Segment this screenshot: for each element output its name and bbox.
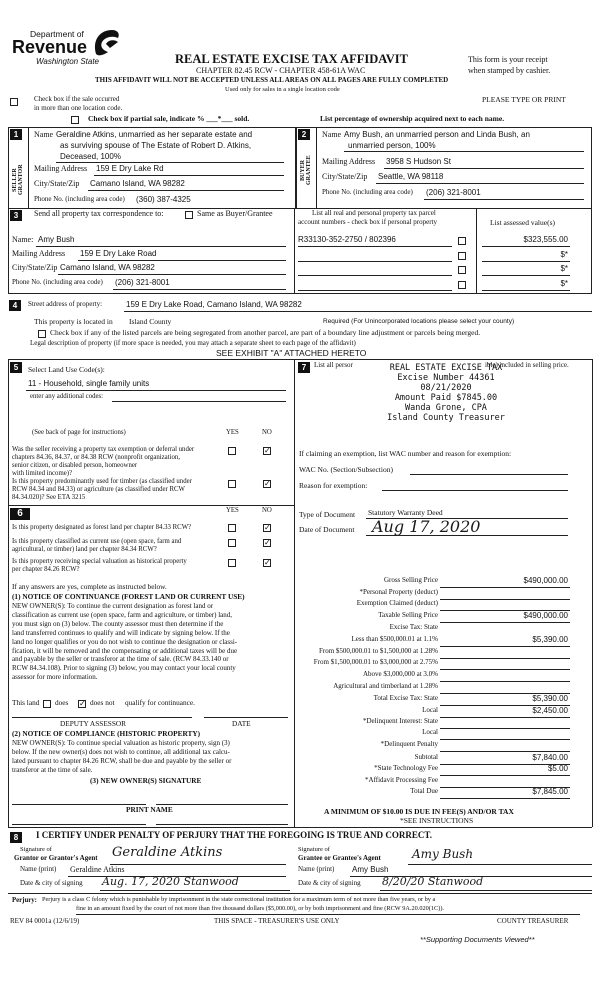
form-title: REAL ESTATE EXCISE TAX AFFIDAVIT (175, 52, 408, 66)
grantee-date-city[interactable]: 8/20/20 Stanwood (382, 875, 484, 888)
s6-q1-yes-checkbox[interactable] (228, 524, 236, 532)
county-treasurer: COUNTY TREASURER (497, 917, 569, 925)
legal-description[interactable]: SEE EXHIBIT "A" ATTACHED HERETO (216, 348, 367, 358)
underline (408, 864, 592, 865)
tax-row (296, 600, 576, 611)
reason-label: Reason for exemption: (299, 481, 368, 490)
text-line: per chapter 84.26 RCW? (12, 566, 80, 573)
tax-row-label: Local (422, 728, 438, 736)
partial-sale-checkbox[interactable] (71, 116, 79, 124)
personal-property-checkbox[interactable] (458, 237, 466, 245)
buyer-grantee-label: BUYER GRANTEE (300, 155, 312, 185)
text-line: lated pursuant to chapter 84.26 RCW, shall be due and payable by the seller or (12, 756, 232, 765)
tax-row-underline (440, 775, 570, 776)
section-number: 4 (9, 300, 21, 311)
treasurer-stamp (356, 363, 536, 423)
assessed-header: List assessed value(s) (490, 218, 555, 227)
divider (76, 914, 580, 915)
notice-1-title: (1) NOTICE OF CONTINUANCE (FOREST LAND OR CURRENT USE) (12, 592, 245, 601)
tax-row (296, 636, 576, 647)
text-line: land no longer qualifies or you do not wish to continue the designation or classi- (12, 637, 238, 646)
tax-row-label: Total Due (410, 787, 438, 795)
s5-q2-yes-checkbox[interactable] (228, 480, 236, 488)
text-line: and payable by the seller or transferor at the time of sale. (RCW 84.33.140 or (12, 655, 229, 664)
s5-q2-no-checkbox[interactable]: ✓ (264, 479, 271, 488)
stamp-line: Excise Number 44361 (397, 373, 495, 383)
tax-row-value[interactable]: $5,390.00 (532, 694, 568, 703)
tax-row-label: Exemption Claimed (deduct) (356, 599, 438, 607)
underline (384, 168, 584, 169)
deputy-assessor-label: DEPUTY ASSESSOR (60, 719, 127, 728)
underline (376, 183, 584, 184)
tax-row-underline (440, 751, 570, 752)
divider (8, 359, 9, 827)
chapter: CHAPTER 82.45 RCW - CHAPTER 458-61A WAC (196, 66, 366, 75)
parcel-underline (298, 261, 452, 262)
s5-question-2 (12, 478, 192, 502)
tax-row-value[interactable]: $490,000.00 (523, 576, 568, 585)
date-city-label: Date & city of signing (298, 879, 361, 887)
tax-phone[interactable]: (206) 321-8001 (115, 278, 170, 287)
section-number: 1 (10, 129, 22, 140)
tax-row-value[interactable]: $7,840.00 (532, 753, 568, 762)
additional-codes-label: enter any additional codes: (30, 393, 104, 400)
city-label: City/State/Zip (34, 179, 80, 188)
tax-row-label: From $1,500,000.01 to $3,000,000 at 2.75% (313, 658, 438, 666)
tax-row-underline (440, 669, 570, 670)
s5-question-1 (12, 446, 194, 478)
tax-row-value[interactable]: $5.00 (547, 764, 568, 773)
text-line: assessor for more information. (12, 673, 98, 682)
notice-2-body (12, 739, 292, 775)
s5-q1-no-checkbox[interactable]: ✓ (264, 446, 271, 455)
divider (8, 505, 294, 506)
doc-type-label: Type of Document (299, 510, 356, 519)
wac-input[interactable] (410, 474, 568, 475)
exemption-label: If claiming an exemption, list WAC number and reason for exemption: (299, 449, 512, 458)
buyer-city[interactable]: Seattle, WA 98118 (378, 172, 444, 181)
divider (8, 893, 592, 894)
text-line: Was the seller receiving a property tax exemption or deferral under (12, 446, 195, 453)
used-only: Used only for sales in a single location code (225, 86, 340, 93)
tax-row-value[interactable]: $2,450.00 (532, 706, 568, 715)
tax-row (296, 624, 576, 635)
print-name-label: PRINT NAME (126, 805, 173, 814)
text-line: 84.34.020)? See ETA 3215 (12, 494, 86, 501)
s6-question-3 (12, 558, 187, 574)
assessed-value[interactable]: $* (560, 278, 568, 288)
tax-row (296, 683, 576, 694)
revenue-logo-icon (90, 26, 122, 58)
buyer-mailing[interactable]: 3958 S Hudson St (386, 157, 451, 166)
text-line: Is this property predominantly used for timber (as classified under (12, 478, 192, 485)
underline (100, 890, 290, 891)
warning: THIS AFFIDAVIT WILL NOT BE ACCEPTED UNLESS ALL AREAS ON ALL PAGES ARE FULLY COMPLETED (95, 76, 449, 84)
logo-state: Washington State (36, 57, 100, 66)
please-type: PLEASE TYPE OR PRINT (482, 95, 566, 104)
s6-q1-no-checkbox[interactable]: ✓ (264, 523, 271, 532)
divider (8, 359, 592, 360)
divider (592, 359, 593, 827)
section-number: 6 (10, 508, 30, 520)
divider (476, 208, 477, 294)
seller-phone[interactable]: (360) 387-4325 (136, 195, 191, 204)
name-label: Name (34, 130, 54, 139)
underline (344, 151, 584, 152)
tax-row-label: Agricultural and timberland at 1.28% (333, 682, 438, 690)
parcel-underline (298, 275, 452, 276)
does-not-checkbox[interactable]: ✓ (79, 699, 86, 708)
text-line: land transferred continues to qualify and will indicate by signing below. If the (12, 628, 230, 637)
stamp-line: Island County Treasurer (387, 413, 505, 423)
parcel-header-2: account numbers - check box if personal property (298, 218, 437, 226)
city-label: City/State/Zip (322, 172, 368, 181)
grantee-agent-label: Grantee or Grantee's Agent (298, 854, 381, 862)
stamp-line: Wanda Grone, CPA (405, 403, 487, 413)
tax-row (296, 729, 576, 740)
minimum-due: A MINIMUM OF $10.00 IS DUE IN FEE(S) AND/OR TAX (324, 807, 514, 816)
personal-property-checkbox[interactable] (458, 281, 466, 289)
name-print-label: Name (print) (298, 865, 335, 873)
seller-name-2[interactable]: as surviving spouse of The Estate of Robert D. Atkins, (60, 141, 252, 150)
stamp-line: REAL ESTATE EXCISE TAX (389, 363, 503, 373)
tax-row-label: *State Technology Fee (374, 764, 438, 772)
seller-name-3[interactable]: Deceased, 100% (60, 152, 121, 161)
wac-label: WAC No. (Section/Subsection) (299, 465, 393, 474)
text-line: classification as current use (open space, farm and agriculture, or timber) land, (12, 610, 233, 619)
street-label: Street address of property: (28, 300, 103, 308)
receipt-1: This form is your receipt (468, 55, 548, 64)
tax-row-label: Gross Selling Price (383, 576, 438, 584)
personal-property-label: List all persor (314, 361, 353, 369)
section-number: 2 (298, 129, 310, 140)
grantor-date-city[interactable]: Aug. 17, 2020 Stanwood (102, 875, 239, 888)
tax-row-underline (440, 622, 570, 623)
tax-name[interactable]: Amy Bush (38, 235, 75, 244)
perjury-label: Perjury: (12, 897, 37, 904)
phone-label: Phone No. (including area code) (12, 278, 103, 286)
text-line: NEW OWNER(S): To continue the current designation as forest land or (12, 602, 214, 610)
multi-location-checkbox[interactable] (10, 98, 18, 106)
grantor-signature[interactable]: Geraldine Atkins (112, 845, 223, 860)
grantor-name[interactable]: Geraldine Atkins (70, 865, 125, 874)
tax-city[interactable]: Camano Island, WA 98282 (60, 263, 155, 272)
underline (58, 274, 286, 275)
tax-row-label: *Delinquent Penalty (380, 740, 438, 748)
tax-row (296, 671, 576, 682)
legal-label: Legal description of property (if more space is needed, you may attach a separate sheet to each page of the affidavit) (30, 339, 356, 347)
text-line: with limited income)? (12, 470, 73, 477)
does-not-label: does not (90, 698, 115, 707)
underline (88, 190, 284, 191)
multi-location-label: Check box if the sale occurred (34, 95, 120, 103)
no-header: NO (262, 429, 272, 436)
tax-row-label: Subtotal (414, 753, 438, 761)
seller-grantor-label: SELLER GRANTOR (12, 164, 24, 196)
buyer-name-2[interactable]: unmarried person, 100% (348, 141, 436, 150)
does-label: does (55, 698, 69, 707)
print-name-line (12, 824, 146, 825)
same-as-buyer-checkbox[interactable] (185, 211, 193, 219)
stamp-line: Amount Paid $7845.00 (394, 393, 498, 403)
city-label: City/State/Zip (12, 263, 58, 272)
date-label: DATE (232, 719, 251, 728)
if-any-yes: If any answers are yes, complete as instructed below. (12, 582, 167, 591)
date-city-label: Date & city of signing (20, 879, 83, 887)
underline (366, 535, 568, 536)
tax-row-label: Total Excise Tax: State (373, 694, 438, 702)
tax-row (296, 577, 576, 588)
name-print-label: Name (print) (20, 865, 57, 873)
tax-row-underline (440, 681, 570, 682)
tax-row-label: Above $3,000,000 at 3.0% (362, 670, 438, 678)
tax-row (296, 765, 576, 776)
parcel-underline (298, 246, 452, 247)
new-owner-signature-line (156, 804, 288, 805)
doc-date-label: Date of Document (299, 525, 355, 534)
text-line: Is this property designated as forest land per chapter 84.33 RCW? (12, 524, 192, 531)
name-label: Name: (12, 235, 34, 244)
located-label: This property is located in (34, 317, 113, 326)
section-number: 7 (298, 362, 310, 373)
perjury-text-2: fine in an amount fixed by the court of not more than five thousand dollars ($5,000.00), or by both imprisonment and fine (RCW 9A.20.020(1C)). (76, 905, 445, 912)
underline (424, 199, 584, 200)
mailing-label: Mailing Address (12, 249, 66, 258)
assessed-underline (482, 246, 570, 247)
tax-row-underline (440, 646, 570, 647)
parcel-header: List all real and personal property tax parcel (312, 209, 436, 217)
segregated-checkbox[interactable] (38, 330, 46, 338)
personal-property-checkbox[interactable] (458, 266, 466, 274)
certify-statement: I CERTIFY UNDER PENALTY OF PERJURY THAT THE FOREGOING IS TRUE AND CORRECT. (36, 830, 433, 840)
tax-row-label: *Delinquent Interest: State (362, 717, 438, 725)
divider (8, 827, 592, 828)
list-percentage: List percentage of ownership acquired next to each name. (320, 114, 505, 123)
seller-city[interactable]: Camano Island, WA 98282 (90, 179, 185, 188)
logo-dept: Department of (30, 29, 84, 39)
tax-row (296, 612, 576, 623)
phone-label: Phone No. (including area code) (322, 188, 413, 196)
tax-row-label: Excise Tax: State (389, 623, 438, 631)
buyer-name-1[interactable]: Amy Bush, an unmarried person and Linda Bush, an (344, 130, 530, 139)
text-line: below. If the new owner(s) does not wish to continue, all additional tax calcu- (12, 747, 230, 756)
new-owner-signature-label: (3) NEW OWNER(S) SIGNATURE (90, 776, 202, 785)
property-street[interactable]: 159 E Dry Lake Road, Camano Island, WA 98282 (126, 300, 302, 309)
phone-label: Phone No. (including area code) (34, 195, 125, 203)
land-use-label: Select Land Use Code(s): (28, 365, 105, 374)
grantee-signature[interactable]: Amy Bush (412, 847, 474, 861)
s6-q2-no-checkbox[interactable]: ✓ (264, 538, 271, 547)
grantor-agent-label: Grantor or Grantor's Agent (14, 854, 98, 862)
see-back: (See back of page for instructions) (32, 429, 126, 436)
no-header: NO (262, 507, 272, 514)
same-as-buyer-label: Same as Buyer/Grantee (197, 209, 273, 218)
underline (56, 162, 284, 163)
assessed-value[interactable]: $323,555.00 (523, 235, 568, 244)
doc-date-handwritten[interactable]: Aug 17, 2020 (372, 517, 481, 536)
tax-row (296, 695, 576, 706)
land-use-code[interactable]: 11 - Household, single family units (28, 379, 150, 388)
s6-question-2 (12, 538, 181, 554)
doc-type[interactable]: Statutory Warranty Deed (368, 508, 443, 517)
underline (94, 175, 284, 176)
required-note: Required (For Unincorporated locations please select your county) (323, 318, 515, 325)
s6-q2-yes-checkbox[interactable] (228, 539, 236, 547)
signature-of-label: Signature of (298, 846, 330, 853)
tax-row-label: Less than $500,000.01 at 1.1% (351, 635, 438, 643)
print-name-line (156, 824, 288, 825)
assessed-underline (482, 275, 570, 276)
deputy-date-line (204, 717, 288, 718)
signature-of-label: Signature of (20, 846, 52, 853)
notice-1-body (12, 602, 292, 682)
partial-sale-label: Check box if partial sale, indicate % ___*___ sold. (88, 114, 250, 123)
text-line: Is this property receiving special valuation as historical property (12, 558, 187, 565)
tax-row-label: Taxable Selling Price (378, 611, 438, 619)
text-line: RCW 84.34 and 84.33) or agriculture (as classified under RCW (12, 486, 185, 493)
text-line: you must sign on (3) below. The county assessor must then determine if the (12, 619, 224, 628)
underline (380, 890, 592, 891)
see-instructions: *SEE INSTRUCTIONS (400, 816, 474, 825)
segregated-label: Check box if any of the listed parcels are being segregated from another parcel, are part of a boundary line adjustment or parcels being merged. (50, 328, 481, 337)
tax-row-value[interactable]: $490,000.00 (523, 611, 568, 620)
yes-header: YES (226, 429, 239, 436)
text-line: NEW OWNER(S): To continue special valuation as historic property, sign (3) (12, 739, 230, 747)
buyer-phone[interactable]: (206) 321-8001 (426, 188, 481, 197)
stamp-line: 08/21/2020 (420, 383, 472, 393)
text-line: RCW 84.34.108). Prior to signing (3) below, you may contact your local county (12, 664, 236, 673)
tax-row-underline (440, 587, 570, 588)
assessed-underline (482, 261, 570, 262)
tax-row (296, 659, 576, 670)
tax-row-label: From $500,000.01 to $1,500,000 at 1.28% (319, 647, 438, 655)
additional-codes-input (112, 401, 286, 402)
section-number: 3 (10, 210, 22, 221)
tax-row-value[interactable]: $5,390.00 (532, 635, 568, 644)
text-line: fication, it will be removed and the compensating or additional taxes will be due (12, 646, 238, 655)
personal-property-checkbox[interactable] (458, 252, 466, 260)
name-label: Name (322, 130, 342, 139)
assessed-value[interactable]: $* (560, 264, 568, 273)
assessed-value[interactable]: $* (560, 249, 568, 259)
divider (294, 359, 295, 827)
form-revision: REV 84 0001a (12/6/19) (10, 917, 80, 925)
tax-mailing[interactable]: 159 E Dry Lake Road (80, 249, 157, 258)
section-number: 5 (10, 362, 22, 373)
notice-2-title: (2) NOTICE OF COMPLIANCE (HISTORIC PROPERTY) (12, 729, 201, 738)
tax-row-label: *Affidavit Processing Fee (365, 776, 438, 784)
tax-row-label: *Personal Property (deduct) (359, 588, 438, 596)
supporting-documents-viewed: **Supporting Documents Viewed** (420, 935, 535, 944)
section-number: 8 (10, 832, 22, 843)
does-checkbox[interactable] (43, 700, 51, 708)
county-select[interactable]: Island County (129, 317, 172, 326)
tax-row-underline (440, 798, 570, 799)
tax-row (296, 788, 576, 799)
perjury-text-1: Perjury is a class C felony which is punishable by imprisonment in the state correctional institution for a maximum term of not more than five years, or by a (42, 896, 436, 903)
personal-property-label-2: ible) included in selling price. (485, 361, 569, 369)
text-line: transferor at the time of sale. (12, 765, 93, 774)
s6-question-1 (12, 524, 191, 532)
yes-header: YES (226, 507, 239, 514)
seller-name-1[interactable]: Geraldine Atkins, unmarried as her separate estate and (56, 130, 253, 139)
s6-q3-no-checkbox[interactable]: ✓ (264, 558, 271, 567)
text-line: agricultural, or timber) land per chapter 84.34 RCW? (12, 546, 157, 553)
tax-row (296, 741, 576, 752)
qualify-label: qualify for continuance. (125, 698, 195, 707)
tax-row-value[interactable]: $7,845.00 (532, 787, 568, 796)
divider (316, 127, 317, 209)
tax-row-label: Local (422, 706, 438, 714)
mailing-label: Mailing Address (322, 157, 376, 166)
s5-q1-yes-checkbox[interactable] (228, 447, 236, 455)
text-line: senior citizen, or disabled person, homeowner (12, 462, 138, 469)
this-land-label: This land (12, 698, 40, 707)
underline (110, 864, 286, 865)
receipt-2: when stamped by cashier. (468, 66, 551, 75)
underline (36, 246, 286, 247)
mailing-label: Mailing Address (34, 164, 88, 173)
tax-row-underline (440, 739, 570, 740)
divider (28, 127, 29, 209)
parcel-underline (298, 290, 452, 291)
divider (294, 208, 295, 294)
text-line: Is this property classified as current use (open space, farm and (12, 538, 182, 545)
parcel-number[interactable]: R33130-352-2750 / 802396 (298, 235, 396, 244)
underline (78, 260, 286, 261)
reason-input[interactable] (382, 490, 568, 491)
underline (26, 390, 286, 391)
logo-revenue: Revenue (12, 37, 88, 57)
send-label: Send all property tax correspondence to: (34, 209, 164, 218)
treasurer-use-only: THIS SPACE - TREASURER'S USE ONLY (214, 917, 340, 925)
text-line: chapters 84.36, 84.37, or 84.38 RCW (nonprofit organization, (12, 454, 180, 461)
deputy-signature-line (12, 717, 192, 718)
multi-location-label-2: in more than one location code. (34, 104, 123, 112)
underline (113, 289, 286, 290)
assessed-underline (482, 290, 570, 291)
seller-mailing[interactable]: 159 E Dry Lake Rd (96, 164, 164, 173)
grantee-name[interactable]: Amy Bush (352, 865, 389, 874)
s6-q3-yes-checkbox[interactable] (228, 559, 236, 567)
underline (124, 311, 592, 312)
